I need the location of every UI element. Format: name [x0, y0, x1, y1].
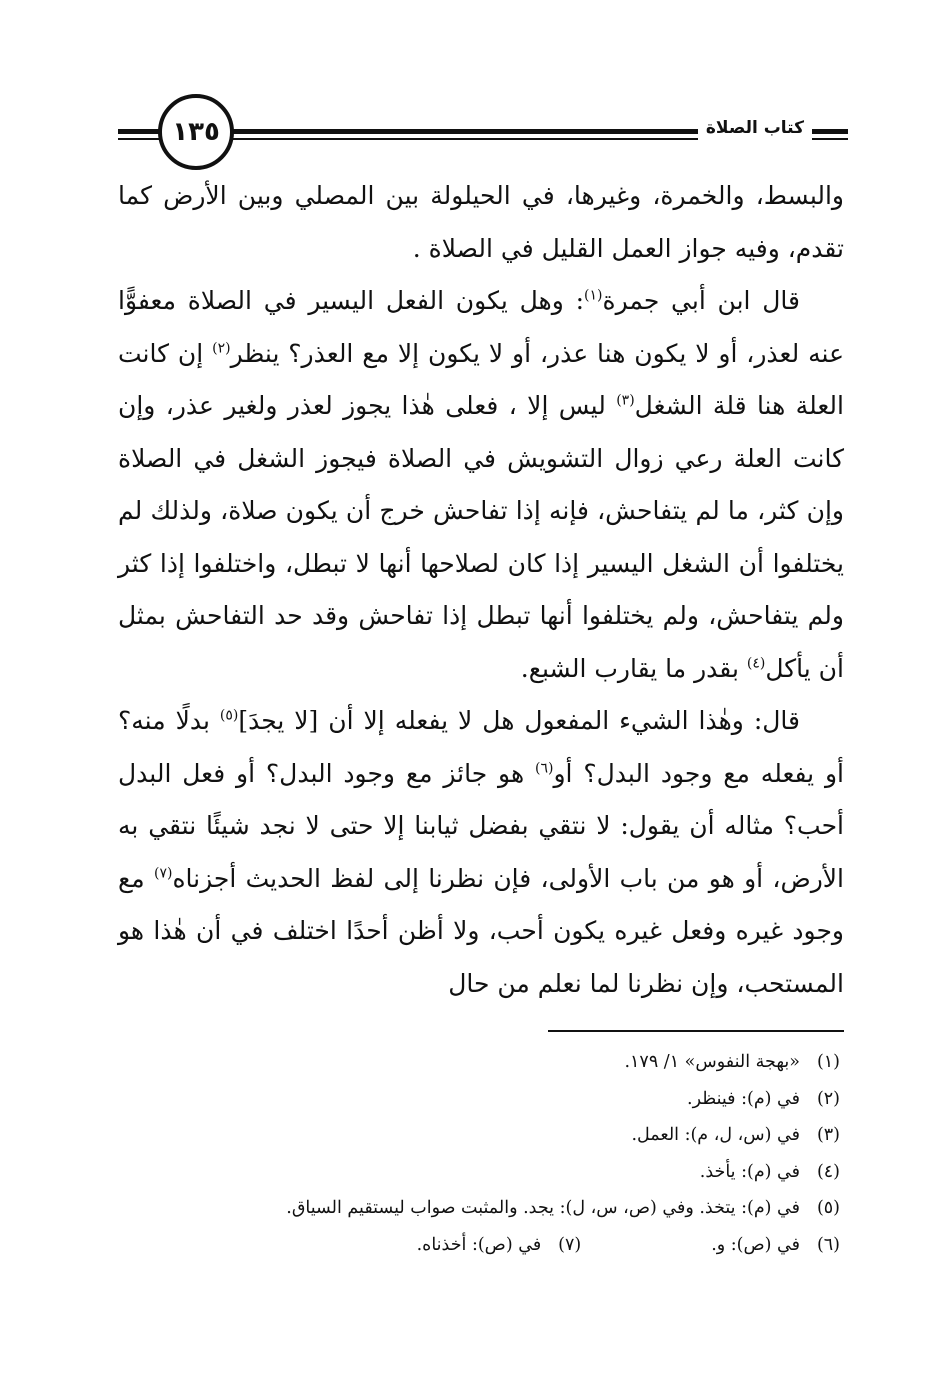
- footnote-number: (٧): [558, 1234, 582, 1255]
- paragraph-3-text-a: قال: وهٰذا الشيء المفعول هل لا يفعله إلا أن [لا يجدَ]: [238, 706, 800, 735]
- footnote-number: (٦): [816, 1234, 840, 1255]
- footnote-number: (٥): [816, 1198, 840, 1218]
- footnote-number: (٣): [816, 1125, 840, 1145]
- footnote-text: «بهجة النفوس» ١/ ١٧٩.: [624, 1052, 800, 1072]
- paragraph-1: [118, 170, 844, 275]
- footnote-separator: [548, 1030, 844, 1032]
- footnote-text: في (م): فينظر.: [687, 1088, 800, 1109]
- paragraph-3-text-c: هو جائز مع وجود البدل؟ أو فعل البدل أحب؟ مثاله أن يقول: لا نتقي بفضل ثيابنا إلا حتى لا نجد شيئًا نتقي به الأرض، أو هو من باب الأولى، فإن نظرنا إلى لفظ الحديث أجزناه: [118, 758, 844, 893]
- footnote-text: في (ص): أخذناه.: [416, 1234, 542, 1255]
- footnote-text: في (م): يأخذ.: [699, 1161, 800, 1182]
- footnote-6-7: [118, 1227, 840, 1264]
- paragraph-2-text-e: بقدر ما يقارب الشبع.: [520, 653, 747, 683]
- paragraph-2-text-b: : وهل يكون الفعل اليسير في الصلاة معفوًّا عنه لعذر، أو لا يكون هنا عذر، أو لا يكون إلا مع العذر؟ ينظر: [118, 286, 844, 368]
- paragraph-2-text-c: إن كانت العلة هنا قلة الشغل: [118, 338, 844, 420]
- paragraph-3-text-b: بدلًا منه؟ أو يفعله مع وجود البدل؟ أو: [118, 706, 844, 788]
- footnote-text: في (س، ل، م): العمل.: [631, 1125, 800, 1145]
- footnote-number: (٢): [816, 1088, 840, 1109]
- paragraph-3-text-d: مع وجود غيره وفعل غيره يكون أحب، ولا أظن أحدًا اختلف في أن هٰذا هو المستحب، وإن نظرنا لما نعلم من حال: [118, 863, 844, 998]
- footnote-ref-3: (٣): [616, 392, 635, 409]
- footnotes: [118, 1044, 840, 1263]
- footnote-ref-4: (٤): [746, 655, 766, 672]
- page-number: ١٣٥: [158, 94, 234, 170]
- footnote-number: (١): [816, 1052, 840, 1072]
- footnote-4: [118, 1154, 840, 1191]
- footnote-text: في (م): يتخذ. وفي (ص، س، ل): يجد. والمثبت صواب ليستقيم السياق.: [286, 1198, 800, 1218]
- footnote-ref-5: (٥): [219, 707, 239, 724]
- footnote-3: [118, 1117, 840, 1154]
- footnote-ref-6: (٦): [534, 760, 554, 777]
- running-title: كتاب الصلاة: [698, 116, 812, 140]
- footnote-text: في (ص): و.: [711, 1234, 800, 1255]
- paragraph-2-text-a: قال ابن أبي جمرة: [602, 286, 800, 315]
- paragraph-1-text: والبسط، والخمرة، وغيرها، في الحيلولة بين المصلي وبين الأرض كما تقدم، وفيه جواز العمل القليل في الصلاة .: [118, 181, 844, 263]
- footnote-5: [118, 1190, 840, 1227]
- footnote-ref-7: (٧): [153, 865, 173, 882]
- paragraph-2: [118, 275, 844, 695]
- paragraph-3: [118, 695, 844, 1010]
- main-text: [118, 170, 844, 1010]
- paragraph-2-text-d: ليس إلا ، فعلى هٰذا يجوز لعذر ولغير عذر، وإن كانت العلة رعي زوال التشويش في الصلاة فيجوز الشغل في الصلاة وإن كثر، ما لم يتفاحش، فإنه إذا تفاحش خرج أن يكون صلاة، ولذلك لم يختلفوا أن الشغل اليسير إذا كان لصلاحها أنها لا تبطل، واختلفوا إذا كثر ولم يتفاحش، ولم يختلفوا أنها تبطل إذا تفاحش وقد حد التفاحش بمثل أن يأكل: [118, 391, 844, 683]
- footnote-ref-2: (٢): [212, 340, 231, 357]
- footnote-number: (٤): [816, 1161, 840, 1182]
- page-header: [118, 92, 848, 172]
- footnote-spacer: [581, 1227, 711, 1264]
- footnote-ref-1: (١): [584, 287, 603, 304]
- footnote-1: [118, 1044, 840, 1081]
- footnote-2: [118, 1081, 840, 1118]
